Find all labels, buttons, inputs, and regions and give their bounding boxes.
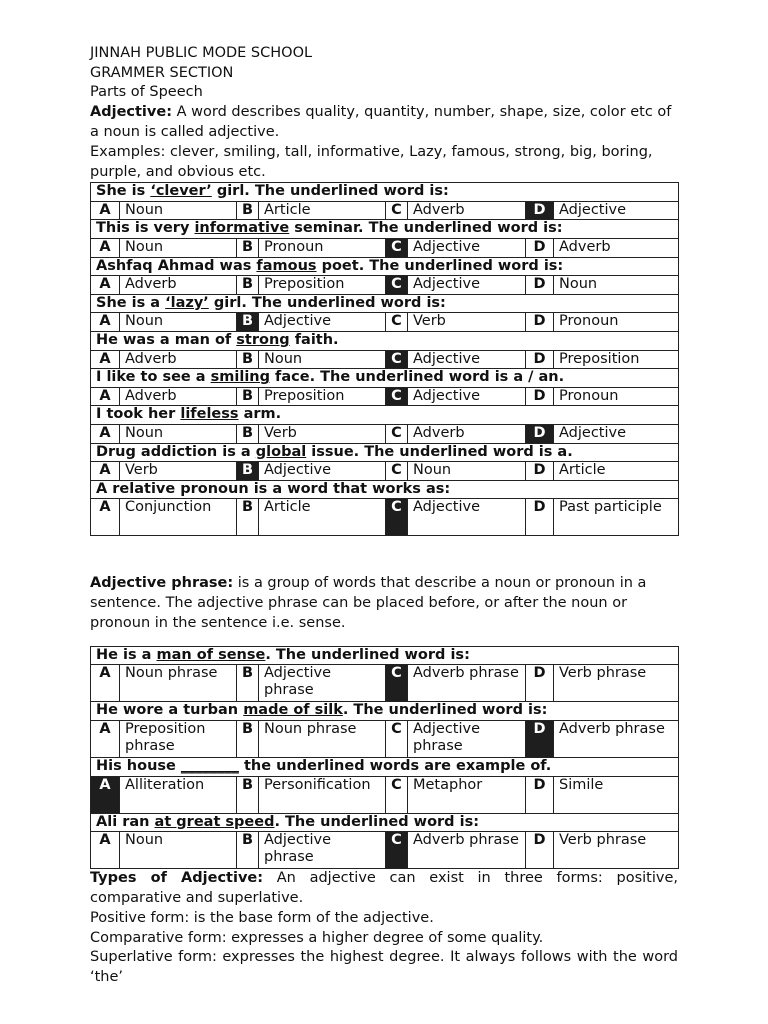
- option-letter-c: C: [386, 776, 408, 813]
- option-text-c: Adjective: [408, 239, 526, 258]
- question-suffix: arm.: [238, 406, 282, 423]
- option-letter-d: D: [526, 720, 554, 757]
- question-suffix: girl. The underlined word is:: [208, 294, 446, 311]
- option-letter-a: A: [91, 350, 120, 369]
- option-letter-c: C: [386, 832, 408, 869]
- question-text: [91, 757, 679, 776]
- option-text-a: Noun phrase: [120, 665, 237, 702]
- question-prefix: He was a man of: [96, 332, 237, 349]
- question-prefix: A relative pronoun is a word that works as:: [96, 480, 451, 497]
- question-prefix: She is: [96, 183, 151, 200]
- option-text-c: Adjective: [408, 387, 526, 406]
- question-suffix: girl. The underlined word is:: [211, 183, 449, 200]
- question-row: [91, 294, 679, 313]
- option-text-c: Adverb: [408, 425, 526, 444]
- option-letter-b: B: [237, 462, 259, 481]
- option-letter-b: B: [237, 425, 259, 444]
- superlative-form: Superlative form: expresses the highest degree. It always follows with the word ‘the’: [90, 949, 678, 986]
- question-prefix: His house: [96, 757, 181, 774]
- option-text-d: Verb phrase: [554, 832, 679, 869]
- adjective-definition: [90, 103, 678, 143]
- option-letter-a: A: [91, 665, 120, 702]
- option-text-d: Adjective: [554, 201, 679, 220]
- options-row: [91, 201, 679, 220]
- question-row: [91, 702, 679, 721]
- options-row: [91, 425, 679, 444]
- option-text-c: Metaphor: [408, 776, 526, 813]
- school-name: JINNAH PUBLIC MODE SCHOOL: [90, 45, 313, 61]
- underlined-word: smiling: [210, 369, 270, 386]
- option-text-c: Adverb phrase: [408, 832, 526, 869]
- question-text: [91, 369, 679, 388]
- option-text-d: Verb phrase: [554, 665, 679, 702]
- option-letter-a: A: [91, 276, 120, 295]
- option-text-d: Pronoun: [554, 387, 679, 406]
- question-row: [91, 332, 679, 351]
- option-text-a: Noun: [120, 832, 237, 869]
- option-text-a: Conjunction: [120, 499, 237, 536]
- underlined-word: global: [255, 443, 307, 460]
- option-text-b: Verb: [259, 425, 386, 444]
- option-letter-a: A: [91, 201, 120, 220]
- option-text-b: Preposition: [259, 387, 386, 406]
- underlined-word: famous: [256, 257, 317, 274]
- adjective-quiz-table: [90, 182, 679, 536]
- question-text: [91, 294, 679, 313]
- option-text-d: Pronoun: [554, 313, 679, 332]
- question-suffix: . The underlined word is:: [265, 646, 470, 663]
- option-letter-b: B: [237, 387, 259, 406]
- option-text-d: Adjective: [554, 425, 679, 444]
- option-text-a: Adverb: [120, 387, 237, 406]
- options-row: [91, 276, 679, 295]
- option-letter-b: B: [237, 720, 259, 757]
- option-letter-c: C: [386, 720, 408, 757]
- option-letter-a: A: [91, 720, 120, 757]
- option-text-a: Noun: [120, 201, 237, 220]
- question-prefix: This is very: [96, 220, 195, 237]
- positive-form: Positive form: is the base form of the adjective.: [90, 909, 434, 926]
- option-letter-d: D: [526, 425, 554, 444]
- option-text-c: Adverb phrase: [408, 665, 526, 702]
- option-text-d: Preposition: [554, 350, 679, 369]
- question-suffix: the underlined words are example of.: [238, 757, 552, 774]
- options-row: [91, 832, 679, 869]
- option-text-d: Simile: [554, 776, 679, 813]
- question-row: [91, 369, 679, 388]
- question-prefix: He is a: [96, 646, 157, 663]
- option-letter-c: C: [386, 425, 408, 444]
- question-text: [91, 702, 679, 721]
- option-letter-c: C: [386, 276, 408, 295]
- option-letter-a: A: [91, 499, 120, 536]
- question-suffix: . The underlined word is:: [342, 702, 548, 719]
- option-text-d: Past participle: [554, 499, 679, 536]
- underlined-word: ‘lazy’: [165, 294, 209, 311]
- option-letter-d: D: [526, 665, 554, 702]
- option-letter-d: D: [526, 776, 554, 813]
- options-row: [91, 462, 679, 481]
- option-text-c: Adjective: [408, 350, 526, 369]
- spacer: [90, 634, 678, 646]
- types-text: An adjective can exist in three forms: positive, comparative and superlative.: [90, 870, 678, 906]
- section-title: GRAMMER SECTION: [90, 64, 234, 81]
- option-text-a: Noun: [120, 425, 237, 444]
- option-text-a: Adverb: [120, 276, 237, 295]
- question-suffix: face. The underlined word is a / an.: [270, 369, 565, 386]
- question-row: [91, 813, 679, 832]
- spacer: [90, 536, 678, 574]
- question-row: [91, 443, 679, 462]
- option-text-b: Adjective phrase: [259, 832, 386, 869]
- option-text-c: Adjective phrase: [408, 720, 526, 757]
- option-text-b: Personification: [259, 776, 386, 813]
- option-text-a: Preposition phrase: [120, 720, 237, 757]
- option-letter-c: C: [386, 387, 408, 406]
- option-text-b: Pronoun: [259, 239, 386, 258]
- option-text-c: Adverb: [408, 201, 526, 220]
- adjective-phrase-definition: [90, 574, 678, 633]
- option-text-a: Adverb: [120, 350, 237, 369]
- option-text-c: Noun: [408, 462, 526, 481]
- question-text: [91, 332, 679, 351]
- option-text-c: Verb: [408, 313, 526, 332]
- options-row: [91, 499, 679, 536]
- option-letter-b: B: [237, 201, 259, 220]
- option-letter-d: D: [526, 387, 554, 406]
- options-row: [91, 387, 679, 406]
- option-letter-a: A: [91, 387, 120, 406]
- option-text-b: Adjective: [259, 462, 386, 481]
- option-text-b: Article: [259, 201, 386, 220]
- option-letter-c: C: [386, 313, 408, 332]
- adjective-text: A word describes quality, quantity, number, shape, size, color etc of a noun is called adjective.: [90, 104, 672, 140]
- adjective-term: Adjective:: [90, 104, 172, 121]
- options-row: [91, 776, 679, 813]
- question-prefix: I like to see a: [96, 369, 211, 386]
- question-suffix: poet. The underlined word is:: [316, 257, 564, 274]
- question-suffix: faith.: [289, 332, 339, 349]
- underlined-word: informative: [194, 220, 290, 237]
- option-letter-a: A: [91, 425, 120, 444]
- types-definition: [90, 869, 678, 909]
- options-row: [91, 313, 679, 332]
- option-text-d: Article: [554, 462, 679, 481]
- option-letter-d: D: [526, 313, 554, 332]
- option-text-b: Article: [259, 499, 386, 536]
- comparative-form: Comparative form: expresses a higher degree of some quality.: [90, 929, 544, 946]
- adjective-phrase-quiz-table: [90, 646, 679, 869]
- option-text-b: Noun: [259, 350, 386, 369]
- option-letter-b: B: [237, 276, 259, 295]
- option-letter-d: D: [526, 462, 554, 481]
- underlined-word: lifeless: [180, 406, 239, 423]
- question-prefix: She is a: [96, 294, 166, 311]
- option-text-c: Adjective: [408, 276, 526, 295]
- options-row: [91, 239, 679, 258]
- question-text: [91, 443, 679, 462]
- option-text-c: Adjective: [408, 499, 526, 536]
- option-letter-c: C: [386, 239, 408, 258]
- option-text-a: Noun: [120, 313, 237, 332]
- adjective-phrase-term: Adjective phrase:: [90, 575, 234, 592]
- option-text-b: Adjective: [259, 313, 386, 332]
- option-letter-b: B: [237, 350, 259, 369]
- question-row: [91, 757, 679, 776]
- option-text-d: Noun: [554, 276, 679, 295]
- option-letter-d: D: [526, 276, 554, 295]
- question-prefix: Drug addiction is a: [96, 443, 256, 460]
- option-letter-c: C: [386, 462, 408, 481]
- option-letter-a: A: [91, 239, 120, 258]
- question-prefix: Ashfaq Ahmad was: [96, 257, 257, 274]
- question-row: [91, 480, 679, 499]
- adjective-phrase-text: is a group of words that describe a noun or pronoun in a sentence. The adjective phrase can be placed before, or after the noun or pronoun in the sentence i.e. sense.: [90, 575, 647, 631]
- option-letter-c: C: [386, 665, 408, 702]
- question-text: [91, 220, 679, 239]
- option-text-d: Adverb phrase: [554, 720, 679, 757]
- examples-text: Examples: clever, smiling, tall, informative, Lazy, famous, strong, big, boring, purple, and obvious etc.: [90, 143, 653, 180]
- option-letter-a: A: [91, 776, 120, 813]
- question-row: [91, 183, 679, 202]
- question-row: [91, 220, 679, 239]
- option-text-a: Noun: [120, 239, 237, 258]
- question-row: [91, 406, 679, 425]
- underlined-word: ‘clever’: [150, 183, 212, 200]
- option-letter-a: A: [91, 462, 120, 481]
- question-text: [91, 813, 679, 832]
- option-letter-a: A: [91, 313, 120, 332]
- question-prefix: I took her: [96, 406, 181, 423]
- underlined-word: at great speed: [154, 813, 275, 830]
- underlined-word: made of silk: [243, 702, 343, 719]
- option-letter-b: B: [237, 665, 259, 702]
- option-letter-b: B: [237, 776, 259, 813]
- question-text: [91, 183, 679, 202]
- question-suffix: . The underlined word is:: [274, 813, 480, 830]
- question-text: [91, 646, 679, 665]
- question-suffix: issue. The underlined word is a.: [306, 443, 573, 460]
- question-suffix: seminar. The underlined word is:: [289, 220, 563, 237]
- option-letter-a: A: [91, 832, 120, 869]
- option-text-b: Adjective phrase: [259, 665, 386, 702]
- option-text-b: Noun phrase: [259, 720, 386, 757]
- question-text: [91, 480, 679, 499]
- options-row: [91, 665, 679, 702]
- option-text-a: Verb: [120, 462, 237, 481]
- option-letter-d: D: [526, 499, 554, 536]
- question-prefix: Ali ran: [96, 813, 155, 830]
- option-letter-d: D: [526, 832, 554, 869]
- options-row: [91, 720, 679, 757]
- question-row: [91, 257, 679, 276]
- underlined-word: ________: [180, 757, 239, 774]
- option-letter-c: C: [386, 201, 408, 220]
- option-letter-b: B: [237, 499, 259, 536]
- question-row: [91, 646, 679, 665]
- option-letter-b: B: [237, 313, 259, 332]
- option-letter-b: B: [237, 832, 259, 869]
- types-term: Types of Adjective:: [90, 870, 264, 887]
- underlined-word: man of sense: [156, 646, 266, 663]
- option-text-d: Adverb: [554, 239, 679, 258]
- underlined-word: strong: [236, 332, 290, 349]
- option-letter-d: D: [526, 201, 554, 220]
- options-row: [91, 350, 679, 369]
- option-text-a: Alliteration: [120, 776, 237, 813]
- topic-title: Parts of Speech: [90, 84, 203, 101]
- option-letter-c: C: [386, 350, 408, 369]
- option-text-b: Preposition: [259, 276, 386, 295]
- option-letter-c: C: [386, 499, 408, 536]
- question-text: [91, 406, 679, 425]
- question-prefix: He wore a turban: [96, 702, 244, 719]
- worksheet-page: [90, 44, 678, 988]
- option-letter-b: B: [237, 239, 259, 258]
- question-text: [91, 257, 679, 276]
- option-letter-d: D: [526, 350, 554, 369]
- option-letter-d: D: [526, 239, 554, 258]
